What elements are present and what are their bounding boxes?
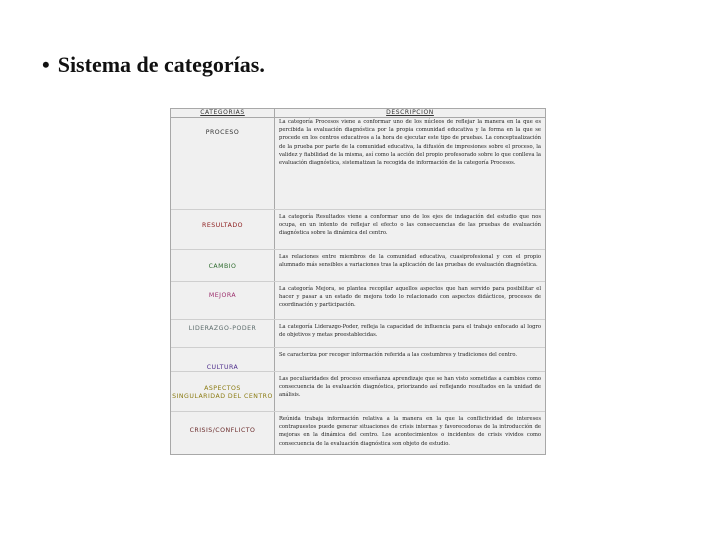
category-crisis-conflicto: CRISIS/CONFLICTO (189, 427, 256, 434)
description-resultado: La categoría Resultados viene a conformar uno de los ejes de indagación del estudio que nos ocupa, en un intento de reflejar el efecto o las consecuencias de las pruebas de evaluación diagnóstica sobre la dinámica del centro. (279, 214, 541, 237)
description-cambio: Las relaciones entre miembros de la comunidad educativa, cuasiprofesional y con el propio alumnado más sensibles a variaciones tras la aplicación de las pruebas de evaluación diagnóstica. (279, 254, 541, 269)
row-divider (171, 209, 545, 210)
description-mejora: La categoría Mejora, se plantea recopilar aquellos aspectos que han servido para posibilitar el hacer y pasar a un estado de mejora todo lo relacionado con aspectos didácticos, procesos de coordinación y participación. (279, 286, 541, 309)
category-proceso: PROCESO (205, 129, 240, 136)
header-categories: CATEGORIAS (200, 109, 245, 116)
row-divider (171, 347, 545, 348)
row-divider (171, 281, 545, 282)
category-mejora: MEJORA (208, 292, 237, 299)
description-liderazgo-poder: La categoría Liderazgo-Poder, refleja la capacidad de influencia para el trabajo enfocado al logro de objetivos y metas preestablecidas. (279, 324, 541, 339)
description-proceso: La categoría Procesos viene a conformar uno de los núcleos de reflejar la manera en la que es percibida la evaluación diagnóstica por la propia comunidad educativa y la forma en la que se procede en los centros educativos a la hora de ejecutar este tipo de pruebas. La conceptualización de la prueba por parte de la comunidad educativa, la difusión de impresiones sobre el proceso, la validez y fiabilidad de la misma, así como la acción del propio profesorado sobre lo que conlleva la evaluación diagnóstica, sistematizan la recogida de información de la categoría Procesos. (279, 119, 541, 167)
category-aspectos-singularidad: ASPECTOS SINGULARIDAD DEL CENTRO (172, 385, 273, 400)
row-divider (171, 319, 545, 320)
description-crisis-conflicto: Reúnida trabaja información relativa a la manera en la que la conflictividad de intereses contrapuestos puede generar situaciones de crisis internas y favorecedoras de la introducción de mejoras en la dinámica del centro. Los acontecimientos o incidentes de crisis vividos como consecuencia de la evaluación diagnóstica son objeto de estudio. (279, 416, 541, 447)
header-description: DESCRIPCION (386, 109, 434, 116)
categories-table (170, 108, 546, 455)
slide-title-text: Sistema de categorías. (57, 52, 265, 77)
description-cultura: Se caracteriza por recoger información referida a las costumbres y tradiciones del centro. (279, 352, 518, 358)
category-liderazgo-poder: LIDERAZGO-PODER (188, 325, 257, 332)
category-cultura: CULTURA (206, 364, 239, 371)
row-divider (171, 371, 545, 372)
bullet-icon: • (42, 52, 50, 77)
row-divider (171, 411, 545, 412)
category-resultado: RESULTADO (202, 222, 243, 229)
slide-title (42, 52, 265, 78)
description-aspectos-singularidad: Las peculiaridades del proceso enseñanza aprendizaje que se han visto sometidas a cambios como consecuencia de la evaluación diagnóstica, priorizando así reflejando resultados en la unidad de análisis. (279, 376, 541, 399)
category-cambio: CAMBIO (208, 263, 237, 270)
row-divider (171, 249, 545, 250)
